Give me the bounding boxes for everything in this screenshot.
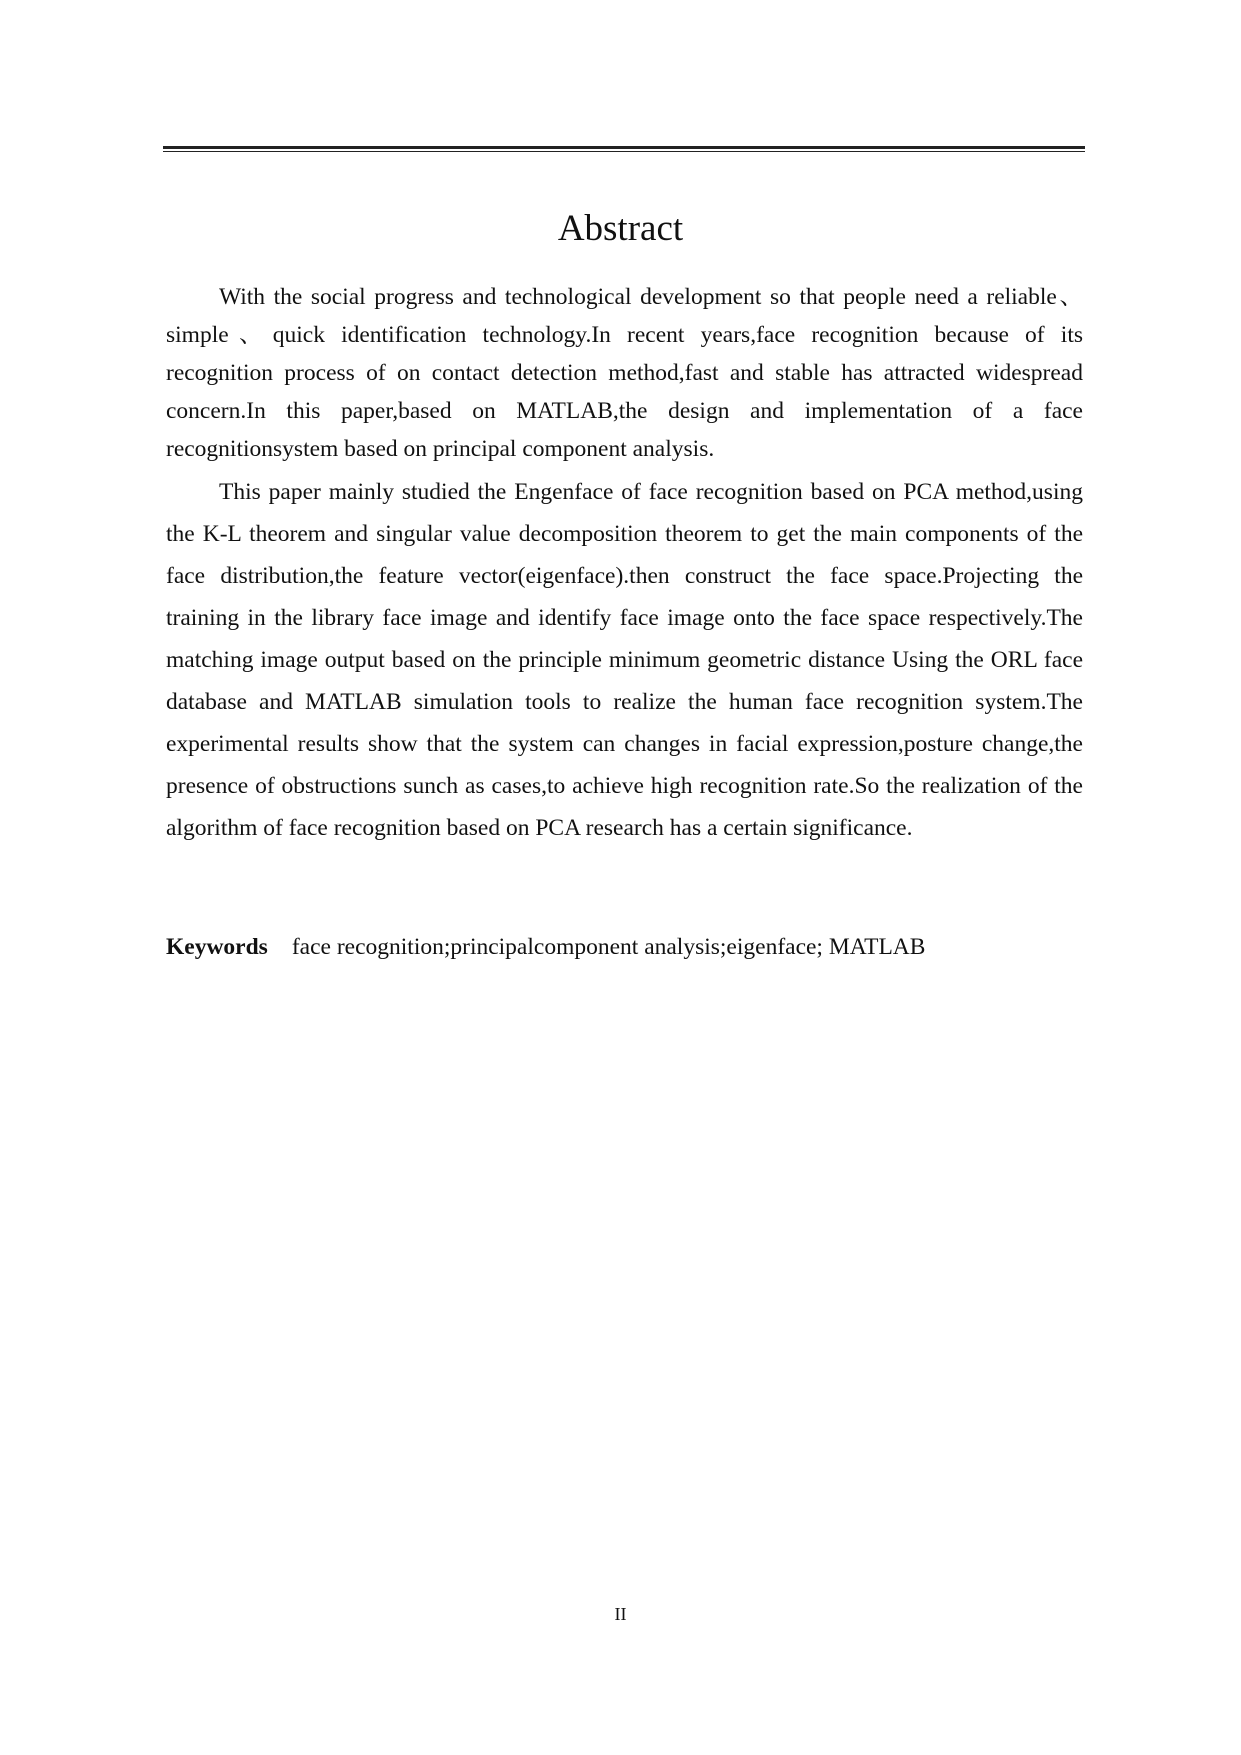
keywords-line [166, 928, 1083, 966]
abstract-paragraph-2: This paper mainly studied the Engenface of face recognition based on PCA method,using the K-L theorem and singular value decomposition theorem to get the main components of the face distribution,the feature vector(eigenface).then construct the face space.Projecting the training in the library face image and identify face image onto the face space respectively.The matching image output based on the principle minimum geometric distance Using the ORL face database and MATLAB simulation tools to realize the human face recognition system.The experimental results show that the system can changes in facial expression,posture change,the presence of obstructions sunch as cases,to achieve high recognition rate.So the realization of the algorithm of face recognition based on PCA research has a certain significance. [166, 479, 1083, 841]
keywords-label: Keywords [166, 934, 268, 960]
abstract-paragraph-1: With the social progress and technological development so that people need a reliable、simple、quick identification technology.In recent years,face recognition because of its recognition process of on contact detection method,fast and stable has attracted widespread concern.In this paper,based on MATLAB,the design and implementation of a face recognitionsystem based on principal component analysis. [166, 284, 1083, 462]
header-rule [163, 146, 1085, 152]
keywords-text: face recognition;principalcomponent analysis;eigenface; MATLAB [291, 934, 926, 960]
abstract-body [166, 278, 1083, 849]
abstract-title: Abstract [557, 208, 684, 249]
page-number: II [614, 1604, 627, 1624]
